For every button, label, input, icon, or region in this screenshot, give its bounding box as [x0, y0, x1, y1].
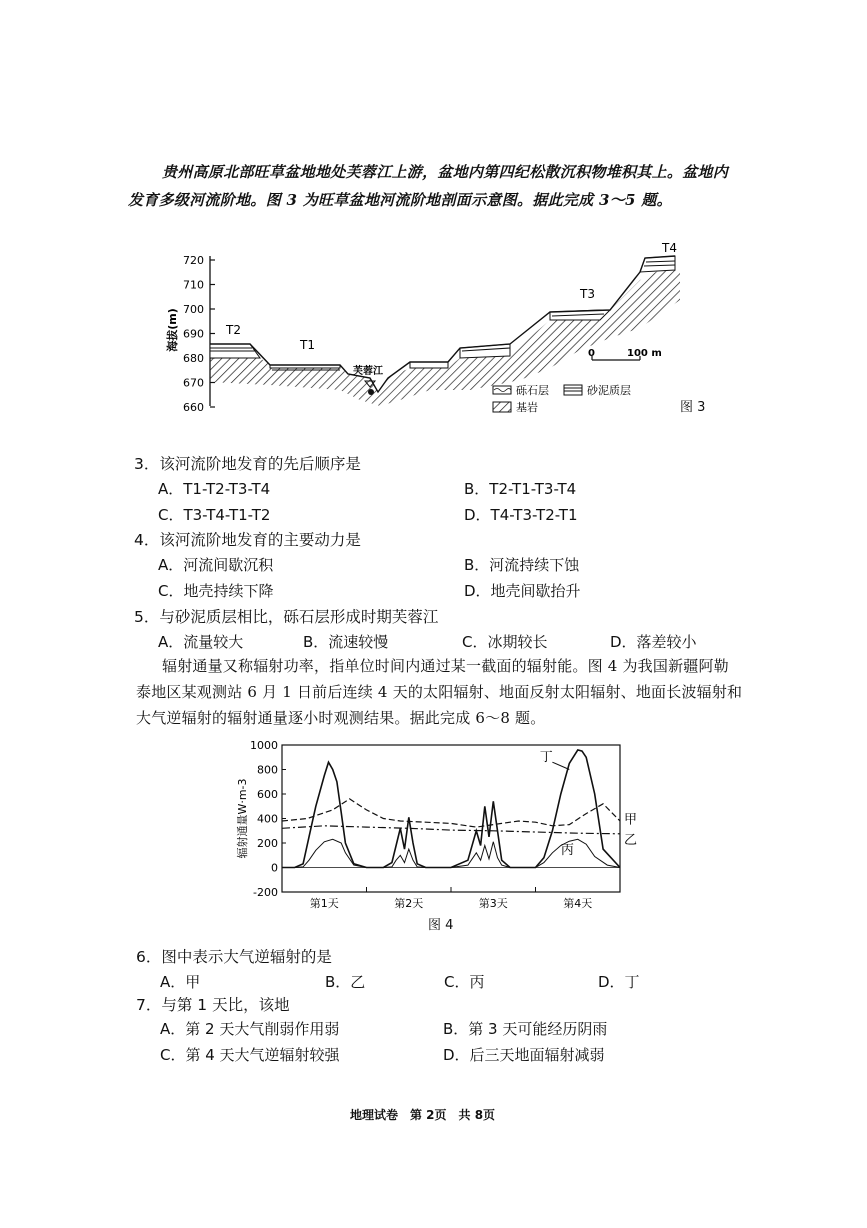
label-yi: 乙: [624, 833, 638, 849]
q3-option-b[interactable]: B．T2-T1-T3-T4: [464, 480, 577, 498]
y-tick-label: 0: [271, 861, 278, 875]
q7-option-c[interactable]: C．第 4 天大气逆辐射较强: [160, 1046, 340, 1064]
x-tick-label: 第4天: [563, 897, 593, 910]
legend-bedrock: 基岩: [516, 401, 538, 414]
x-tick-label: 第3天: [478, 897, 508, 910]
q6-option-b[interactable]: B．乙: [325, 973, 366, 991]
y-tick-label: 800: [257, 763, 278, 777]
figure3-tick-label: 700: [183, 303, 204, 316]
q5-option-b[interactable]: B．流速较慢: [303, 633, 389, 651]
figure3-y-label: 海拔(m): [166, 308, 179, 352]
q7-option-d[interactable]: D．后三天地面辐射减弱: [443, 1046, 605, 1064]
question-7-stem: 7．与第 1 天比，该地: [136, 996, 290, 1014]
passage2-line2: 泰地区某观测站 6 月 1 日前后连续 4 天的太阳辐射、地面反射太阳辐射、地面长波辐射和: [136, 683, 743, 701]
q4-option-b[interactable]: B．河流持续下蚀: [464, 556, 580, 574]
figure3-tick-label: 720: [183, 254, 204, 267]
passage2-line1: 辐射通量又称辐射功率，指单位时间内通过某一截面的辐射能。图 4 为我国新疆阿勒: [162, 657, 729, 675]
chart-frame: [282, 745, 620, 892]
y-tick-label: 600: [257, 788, 278, 801]
figure3-caption: 图 3: [680, 400, 706, 415]
scale-start: 0: [588, 348, 595, 359]
q6-option-c[interactable]: C．丙: [444, 973, 485, 991]
y-axis-label: 辐射通量W·m-3: [236, 778, 249, 859]
figure3-tick-label: 710: [183, 278, 204, 292]
figure4-caption: 图 4: [428, 918, 454, 933]
figure3-tick-label: 690: [183, 327, 204, 341]
terrace-label-t1: T1: [300, 338, 315, 352]
passage1-line2: 发育多级河流阶地。图 3 为旺草盆地河流阶地剖面示意图。据此完成 3～5 题。: [128, 191, 672, 209]
q4-option-c[interactable]: C．地壳持续下降: [158, 582, 274, 600]
x-tick-label: 第1天: [309, 897, 339, 910]
legend-sandmud-swatch: [564, 385, 582, 395]
question-4-stem: 4．该河流阶地发育的主要动力是: [134, 531, 361, 549]
question-6-stem: 6．图中表示大气逆辐射的是: [136, 948, 332, 966]
figure3-tick-label: 670: [183, 376, 204, 390]
figure3-profile: [160, 241, 720, 425]
y-tick-label: 1000: [250, 739, 278, 752]
q6-option-d[interactable]: D．丁: [598, 973, 640, 991]
q4-option-a[interactable]: A．河流间歇沉积: [158, 556, 274, 574]
series-line-甲: [282, 799, 620, 827]
q5-option-a[interactable]: A．流量较大: [158, 633, 244, 651]
terrace-label-t3: T3: [580, 287, 595, 301]
y-tick-label: 200: [257, 837, 278, 850]
x-tick-label: 第2天: [394, 897, 424, 910]
q3-option-c[interactable]: C．T3-T4-T1-T2: [158, 506, 271, 524]
q4-option-d[interactable]: D．地壳间歇抬升: [464, 582, 581, 600]
passage2-line3: 大气逆辐射的辐射通量逐小时观测结果。据此完成 6～8 题。: [136, 709, 546, 727]
y-tick-label: -200: [253, 886, 278, 899]
label-jia: 甲: [624, 812, 638, 828]
river-label: 芙蓉江: [353, 366, 383, 377]
figure4-chart: [230, 735, 650, 935]
scale-end: 100 m: [627, 348, 662, 359]
label-bing: 丙: [560, 843, 574, 859]
question-3-stem: 3．该河流阶地发育的先后顺序是: [134, 455, 361, 473]
page-footer: 地理试卷 第 2页 共 8页: [350, 1108, 496, 1122]
q7-option-a[interactable]: A．第 2 天大气削弱作用弱: [160, 1020, 340, 1038]
label-ding: 丁: [539, 749, 553, 765]
figure3-tick-label: 660: [183, 401, 204, 414]
passage1-line1: 贵州高原北部旺草盆地地处芙蓉江上游，盆地内第四纪松散沉积物堆积其上。盆地内: [162, 163, 729, 181]
q7-option-b[interactable]: B．第 3 天可能经历阴雨: [443, 1020, 608, 1038]
figure3-tick-label: 680: [183, 352, 204, 365]
q5-option-c[interactable]: C．冰期较长: [462, 633, 548, 651]
legend-gravel: 砾石层: [516, 384, 549, 397]
leader-ding: [552, 762, 569, 769]
legend-bedrock-swatch: [493, 402, 511, 412]
q3-option-a[interactable]: A．T1-T2-T3-T4: [158, 480, 271, 498]
q3-option-d[interactable]: D．T4-T3-T2-T1: [464, 506, 578, 524]
legend-sandmud: 砂泥质层: [587, 384, 631, 397]
q5-option-d[interactable]: D．落差较小: [610, 633, 697, 651]
terrace-label-t4: T4: [662, 241, 677, 255]
question-5-stem: 5．与砂泥质层相比，砾石层形成时期芙蓉江: [134, 608, 439, 626]
q6-option-a[interactable]: A．甲: [160, 973, 201, 991]
series-line-乙: [282, 826, 620, 834]
terrace-label-t2: T2: [226, 323, 241, 337]
legend-gravel-swatch: [493, 386, 511, 394]
y-tick-label: 400: [257, 812, 278, 826]
